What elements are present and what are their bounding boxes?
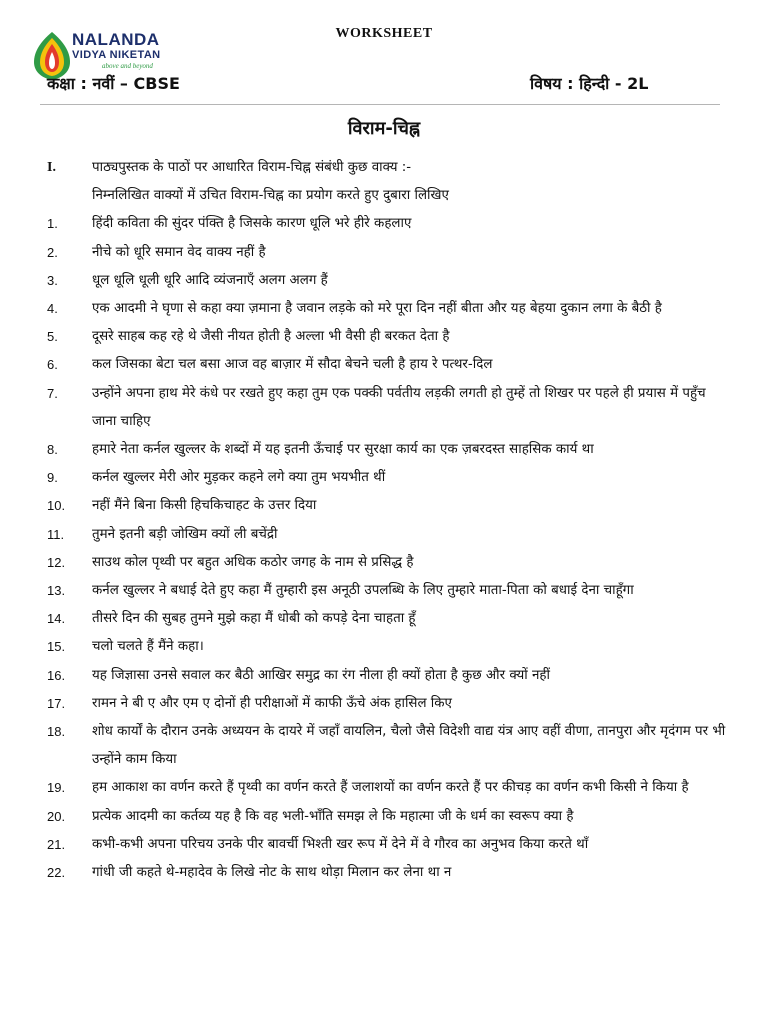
item-number: 12.: [47, 554, 66, 570]
item-number: 20.: [47, 808, 66, 824]
item-sentence: उन्होंने अपना हाथ मेरे कंधे पर रखते हुए कहा तुम एक पक्की पर्वतीय लड़की लगती हो तुम्हें तो शिखर पर पहले ही प्रयास में पहुँच जाना चाहिए: [92, 385, 706, 429]
sentence-list: [47, 210, 727, 887]
logo-tagline: above and beyond: [102, 62, 153, 70]
list-item: [47, 210, 727, 238]
item-sentence: साउथ कोल पृथ्वी पर बहुत अधिक कठोर जगह के नाम से प्रसिद्ध है: [92, 554, 414, 570]
item-sentence: यह जिज्ञासा उनसे सवाल कर बैठी आखिर समुद्र का रंग नीला ही क्यों होता है कुछ और क्यों नहीं: [92, 667, 550, 683]
item-number: 21.: [47, 836, 66, 852]
list-item: [47, 633, 727, 661]
list-item: [47, 239, 727, 267]
item-number: 15.: [47, 639, 66, 655]
list-item: [47, 323, 727, 351]
list-item: [47, 464, 727, 492]
item-sentence: कर्नल खुल्लर ने बधाई देते हुए कहा मैं तुम्हारी इस अनूठी उपलब्धि के लिए तुम्हारे माता-पिता को बधाई देना चाहूँगा: [92, 583, 634, 599]
subject-label: विषय : हिन्दी - 2L: [530, 74, 649, 93]
item-number: 8.: [47, 442, 58, 458]
item-number: 4.: [47, 301, 58, 317]
item-number: 18.: [47, 724, 66, 740]
item-number: 6.: [47, 357, 58, 373]
item-sentence: गांधी जी कहते थे-महादेव के लिखे नोट के साथ थोड़ा मिलान कर लेना था न: [92, 865, 452, 881]
list-item: [47, 774, 727, 802]
item-sentence: हमारे नेता कर्नल खुल्लर के शब्दों में यह इतनी ऊँचाई पर सुरक्षा कार्य का एक ज़बरदस्त साहसिक कार्य था: [92, 442, 594, 458]
logo-name: NALANDA: [72, 30, 160, 49]
list-item: [47, 577, 727, 605]
item-number: 7.: [47, 385, 58, 401]
item-sentence: नहीं मैंने बिना किसी हिचकिचाहट के उत्तर दिया: [92, 498, 317, 514]
list-item: [47, 267, 727, 295]
item-number: 13.: [47, 583, 66, 599]
logo-subname: VIDYA NIKETAN: [72, 49, 161, 61]
section-heading-row: [47, 154, 727, 182]
class-label: कक्षा : नवीं – CBSE: [47, 74, 180, 93]
item-sentence: नीचे को धूरि समान वेद वाक्य नहीं है: [92, 244, 266, 260]
item-sentence: हिंदी कविता की सुंदर पंक्ति है जिसके कारण धूलि भरे हीरे कहलाए: [92, 216, 412, 232]
item-number: 10.: [47, 498, 66, 514]
item-number: 1.: [47, 216, 58, 232]
item-number: 22.: [47, 865, 66, 881]
item-sentence: कभी-कभी अपना परिचय उनके पीर बावर्ची भिश्ती खर रूप में देने में वे गौरव का अनुभव किया करते थाँ: [92, 836, 589, 852]
list-item: [47, 605, 727, 633]
list-item: [47, 662, 727, 690]
header-divider: [40, 104, 720, 105]
list-item: [47, 718, 727, 774]
item-sentence: हम आकाश का वर्णन करते हैं पृथ्वी का वर्णन करते हैं जलाशयों का वर्णन करते हैं पर कीचड़ का वर्णन कभी किसी ने किया है: [92, 780, 689, 796]
item-sentence: एक आदमी ने घृणा से कहा क्या ज़माना है जवान लड़के को मरे पूरा दिन नहीं बीता और यह बेहया दुकान लगा के बैठी है: [92, 301, 662, 317]
item-number: 19.: [47, 780, 66, 796]
item-number: 11.: [47, 526, 65, 542]
item-number: 17.: [47, 695, 66, 711]
item-sentence: दूसरे साहब कह रहे थे जैसी नीयत होती है अल्ला भी वैसी ही बरकत देता है: [92, 329, 450, 345]
item-sentence: रामन ने बी ए और एम ए दोनों ही परीक्षाओं में काफी ऊँचे अंक हासिल किए: [92, 695, 452, 711]
item-sentence: चलो चलते हैं मैंने कहा।: [92, 639, 204, 655]
item-number: 9.: [47, 470, 58, 486]
item-sentence: शोध कार्यों के दौरान उनके अध्ययन के दायरे में जहाँ वायलिन, चैलो जैसे विदेशी वाद्य यंत्र आए वहीं वीणा, तानपुरा और मृदंगम पर भी उन्होंने काम किया: [92, 724, 726, 768]
item-sentence: कल जिसका बेटा चल बसा आज वह बाज़ार में सौदा बेचने चली है हाय रे पत्थर-दिल: [92, 357, 493, 373]
item-number: 14.: [47, 611, 66, 627]
item-sentence: धूल धूलि धूली धूरि आदि व्यंजनाएँ अलग अलग हैं: [92, 272, 328, 288]
exercise-section: [47, 154, 727, 887]
list-item: [47, 803, 727, 831]
section-number: I.: [47, 160, 56, 175]
list-item: [47, 690, 727, 718]
section-instruction-row: [47, 182, 727, 210]
item-sentence: प्रत्येक आदमी का कर्तव्य यह है कि वह भली-भाँति समझ ले कि महात्मा जी के धर्म का स्वरूप क्या है: [92, 808, 574, 824]
list-item: [47, 521, 727, 549]
list-item: [47, 859, 727, 887]
item-number: 16.: [47, 667, 66, 683]
item-number: 5.: [47, 329, 58, 345]
item-sentence: कर्नल खुल्लर मेरी ओर मुड़कर कहने लगे क्या तुम भयभीत थीं: [92, 470, 386, 486]
worksheet-label: WORKSHEET: [335, 26, 433, 41]
list-item: [47, 549, 727, 577]
list-item: [47, 380, 727, 436]
worksheet-header: [0, 0, 768, 112]
item-number: 2.: [47, 244, 58, 260]
list-item: [47, 295, 727, 323]
page-title: विराम-चिह्न: [347, 118, 421, 139]
section-instruction: निम्नलिखित वाक्यों में उचित विराम-चिह्न का प्रयोग करते हुए दुबारा लिखिए: [92, 188, 449, 204]
item-number: 3.: [47, 272, 58, 288]
item-sentence: तुमने इतनी बड़ी जोखिम क्यों ली बचेंद्री: [92, 526, 278, 542]
list-item: [47, 492, 727, 520]
section-heading: पाठ्यपुस्तक के पाठों पर आधारित विराम-चिह्न संबंधी कुछ वाक्य :-: [92, 160, 412, 175]
list-item: [47, 831, 727, 859]
list-item: [47, 351, 727, 379]
list-item: [47, 436, 727, 464]
item-sentence: तीसरे दिन की सुबह तुमने मुझे कहा मैं धोबी को कपड़े देना चाहता हूँ: [92, 611, 416, 627]
